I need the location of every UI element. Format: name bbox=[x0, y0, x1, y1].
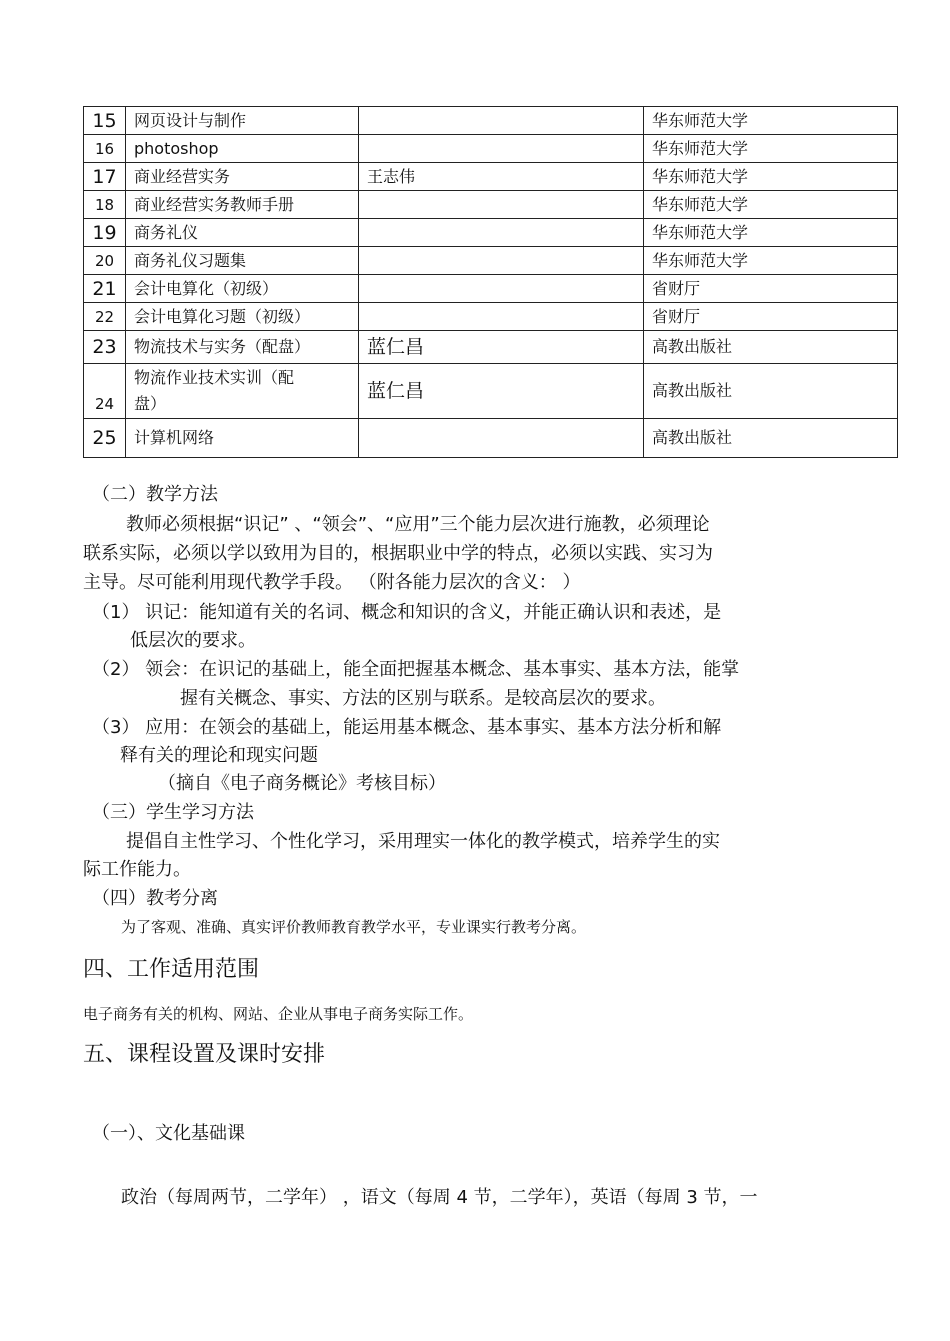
paragraph-line: 为了客观、准确、真实评价教师教育教学水平，专业课实行教考分离。 bbox=[121, 918, 587, 936]
table-row bbox=[84, 247, 898, 275]
row-number: 17 bbox=[84, 163, 126, 191]
table-row bbox=[84, 331, 898, 364]
book-publisher: 华东师范大学 bbox=[644, 135, 898, 163]
table-row bbox=[84, 107, 898, 135]
book-publisher: 高教出版社 bbox=[644, 331, 898, 364]
list-item-line: 低层次的要求。 bbox=[130, 630, 256, 651]
paragraph-line: 联系实际，必须以学以致用为目的，根据职业中学的特点，必须以实践、实习为 bbox=[83, 543, 713, 564]
book-title: 商业经营实务 bbox=[126, 163, 359, 191]
list-item-line: （1） 识记：能知道有关的名词、概念和知识的含义，并能正确认识和表述，是 bbox=[92, 602, 722, 623]
paragraph-line: 提倡自主性学习、个性化学习，采用理实一体化的教学模式，培养学生的实 bbox=[126, 831, 720, 852]
row-number: 23 bbox=[84, 331, 126, 364]
book-publisher: 华东师范大学 bbox=[644, 163, 898, 191]
book-author bbox=[359, 247, 644, 275]
row-number: 21 bbox=[84, 275, 126, 303]
book-author bbox=[359, 191, 644, 219]
book-author: 蓝仁昌 bbox=[359, 331, 644, 364]
section-title: 四、工作适用范围 bbox=[83, 957, 260, 982]
table-row bbox=[84, 219, 898, 247]
list-item-line: （2） 领会：在识记的基础上，能全面把握基本概念、基本事实、基本方法，能掌 bbox=[92, 659, 740, 680]
book-publisher: 省财厅 bbox=[644, 303, 898, 331]
table-row bbox=[84, 191, 898, 219]
book-author bbox=[359, 419, 644, 458]
book-publisher: 高教出版社 bbox=[644, 419, 898, 458]
book-author bbox=[359, 219, 644, 247]
source-note: （摘自《电子商务概论》考核目标） bbox=[158, 773, 446, 794]
paragraph-line: 电子商务有关的机构、网站、企业从事电子商务实际工作。 bbox=[83, 1005, 474, 1023]
book-publisher: 华东师范大学 bbox=[644, 247, 898, 275]
row-number: 24 bbox=[84, 364, 126, 419]
book-title: 物流技术与实务（配盘） bbox=[126, 331, 359, 364]
subheading-teaching-method: （二）教学方法 bbox=[92, 484, 218, 505]
book-title: 会计电算化（初级） bbox=[126, 275, 359, 303]
book-title: 商务礼仪 bbox=[126, 219, 359, 247]
book-publisher: 华东师范大学 bbox=[644, 219, 898, 247]
book-title: 商业经营实务教师手册 bbox=[126, 191, 359, 219]
paragraph-line: 主导。尽可能利用现代教学手段。 （附各能力层次的含义： ） bbox=[83, 572, 581, 593]
row-number: 25 bbox=[84, 419, 126, 458]
subheading-learning-method: （三）学生学习方法 bbox=[92, 802, 254, 823]
paragraph-line: 际工作能力。 bbox=[83, 859, 191, 880]
book-publisher: 省财厅 bbox=[644, 275, 898, 303]
book-author bbox=[359, 107, 644, 135]
book-author: 蓝仁昌 bbox=[359, 364, 644, 419]
table-row bbox=[84, 303, 898, 331]
textbook-table bbox=[83, 106, 898, 458]
subheading-separation: （四）教考分离 bbox=[92, 888, 218, 909]
row-number: 19 bbox=[84, 219, 126, 247]
table-row bbox=[84, 135, 898, 163]
paragraph-line: 教师必须根据“识记” 、“领会”、“应用”三个能力层次进行施教，必须理论 bbox=[126, 514, 710, 535]
table-row bbox=[84, 419, 898, 458]
book-author bbox=[359, 135, 644, 163]
book-publisher: 华东师范大学 bbox=[644, 107, 898, 135]
book-title: photoshop bbox=[126, 135, 359, 163]
row-number: 22 bbox=[84, 303, 126, 331]
table-row bbox=[84, 275, 898, 303]
subsection-title: （一）、文化基础课 bbox=[92, 1123, 245, 1144]
list-item-line: 释有关的理论和现实问题 bbox=[120, 745, 318, 766]
book-title: 商务礼仪习题集 bbox=[126, 247, 359, 275]
book-author bbox=[359, 303, 644, 331]
book-title-line: 物流作业技术实训（配 bbox=[134, 368, 295, 387]
row-number: 20 bbox=[84, 247, 126, 275]
book-publisher: 高教出版社 bbox=[644, 364, 898, 419]
table-row bbox=[84, 163, 898, 191]
paragraph-line: 政治（每周两节，二学年） ，语文（每周 4 节，二学年），英语（每周 3 节，一 bbox=[121, 1187, 758, 1208]
row-number: 18 bbox=[84, 191, 126, 219]
list-item-line: （3） 应用：在领会的基础上，能运用基本概念、基本事实、基本方法分析和解 bbox=[92, 717, 722, 738]
book-title: 网页设计与制作 bbox=[126, 107, 359, 135]
book-author bbox=[359, 275, 644, 303]
book-title: 会计电算化习题（初级） bbox=[126, 303, 359, 331]
row-number: 16 bbox=[84, 135, 126, 163]
book-title: 计算机网络 bbox=[126, 419, 359, 458]
section-title: 五、课程设置及课时安排 bbox=[83, 1042, 326, 1067]
row-number: 15 bbox=[84, 107, 126, 135]
table-row bbox=[84, 364, 898, 419]
list-item-line: 握有关概念、事实、方法的区别与联系。是较高层次的要求。 bbox=[180, 688, 666, 709]
book-title bbox=[126, 364, 359, 419]
book-publisher: 华东师范大学 bbox=[644, 191, 898, 219]
book-title-line: 盘） bbox=[134, 394, 167, 413]
book-author: 王志伟 bbox=[359, 163, 644, 191]
